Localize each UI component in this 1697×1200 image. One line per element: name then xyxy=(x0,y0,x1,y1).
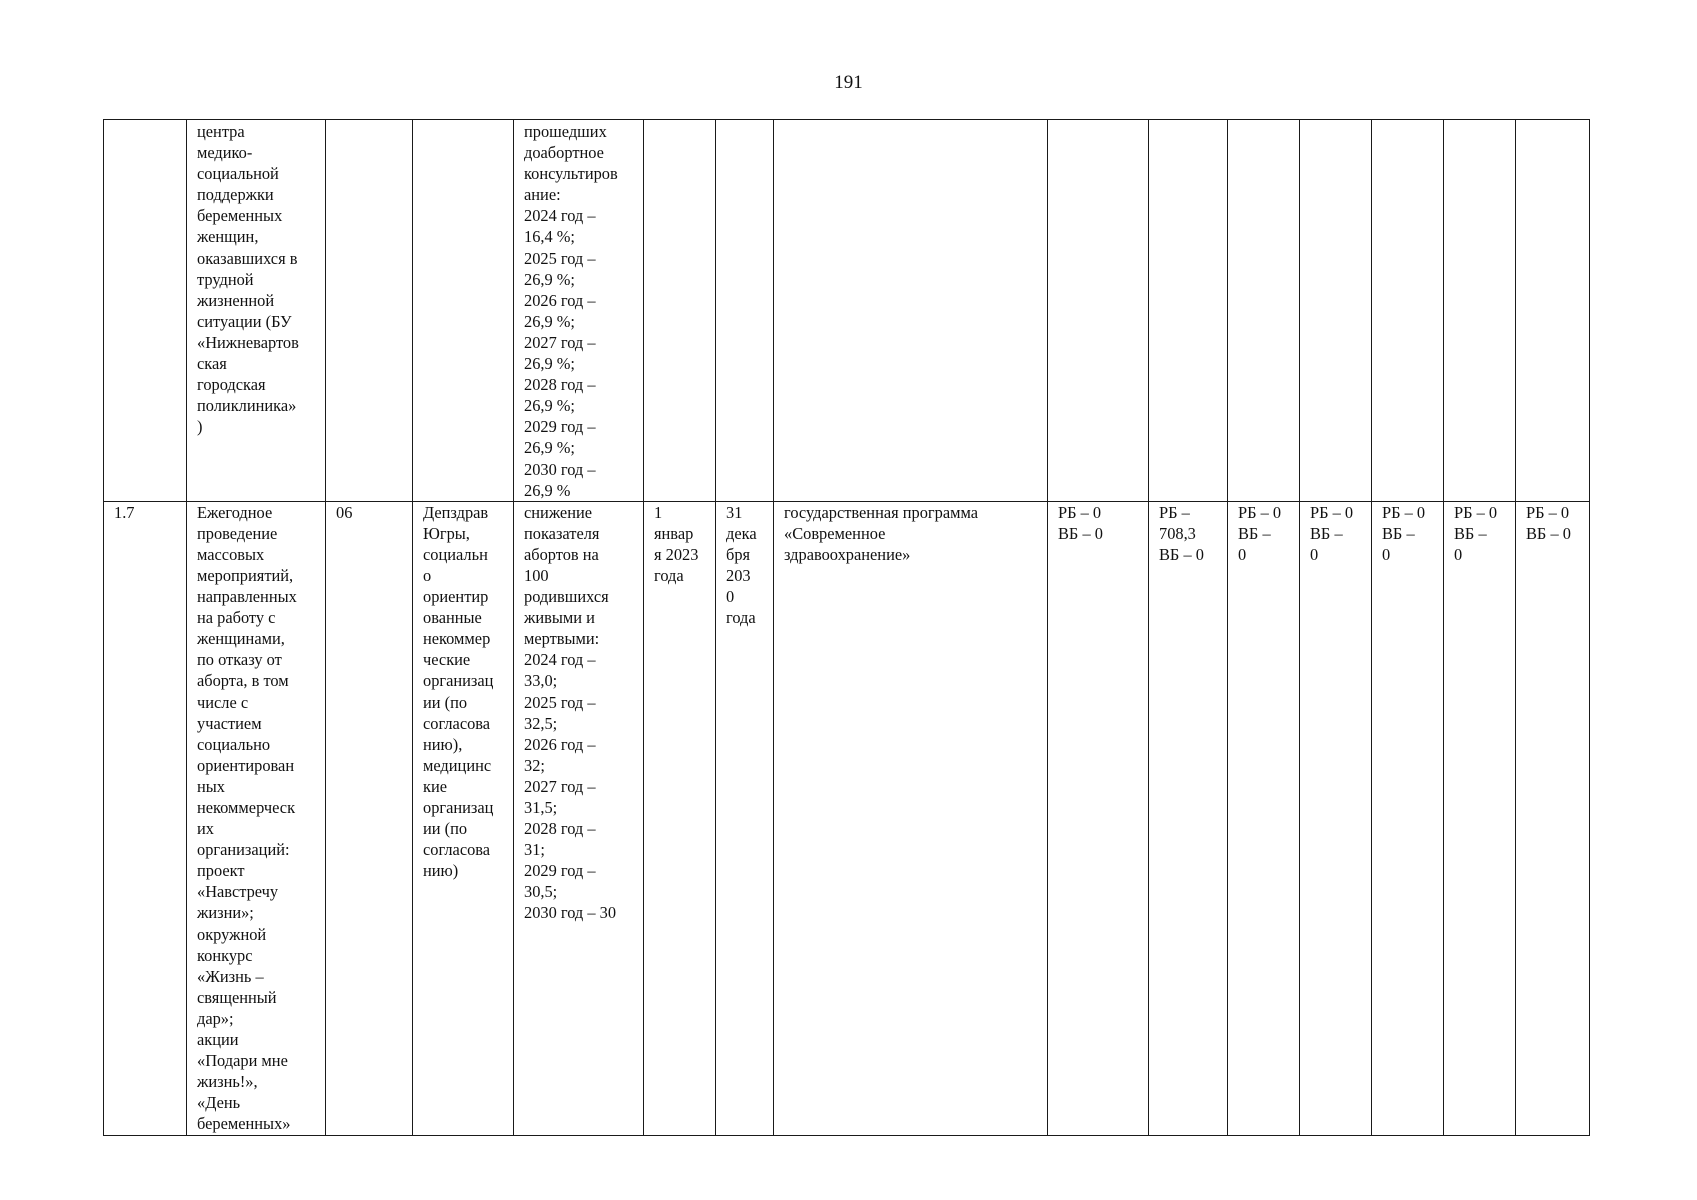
cell-activity: Ежегодное проведение массовых мероприятий, направленных на работу с женщинами, по отказу от аборта, в том числе с участием социально ориентирован ных некоммерческ их организаций: проект «Навстречу жизни»; окружной конкурс «Жизнь – священный дар»; акции «Подари мне жизнь!», «День беременных» xyxy=(187,501,326,1135)
cell-code: 06 xyxy=(326,501,413,1135)
cell-funding-6: РБ – 0 ВБ – 0 xyxy=(1444,501,1516,1135)
cell-end-date xyxy=(716,120,774,502)
cell-funding-1 xyxy=(1048,120,1149,502)
cell-indicator: прошедших доабортное консультиров ание: 2024 год – 16,4 %; 2025 год – 26,9 %; 2026 год – 26,9 %; 2027 год – 26,9 %; 2028 год – 26,9 %; 2029 год – 26,9 %; 2030 год – 26,9 % xyxy=(514,120,644,502)
cell-funding-6 xyxy=(1444,120,1516,502)
cell-funding-5 xyxy=(1372,120,1444,502)
page-number: 191 xyxy=(834,72,863,93)
cell-program xyxy=(774,120,1048,502)
cell-responsible xyxy=(413,120,514,502)
cell-funding-3: РБ – 0 ВБ – 0 xyxy=(1228,501,1300,1135)
cell-end-date: 31 дека бря 203 0 года xyxy=(716,501,774,1135)
cell-funding-4: РБ – 0 ВБ – 0 xyxy=(1300,501,1372,1135)
cell-start-date: 1 январ я 2023 года xyxy=(644,501,716,1135)
table-row xyxy=(104,120,1590,502)
cell-activity: центра медико- социальной поддержки беременных женщин, оказавшихся в трудной жизненной ситуации (БУ «Нижневартов ская городская поликлиника» ) xyxy=(187,120,326,502)
document-table xyxy=(103,119,1590,1136)
table-row xyxy=(104,501,1590,1135)
cell-program: государственная программа «Современное здравоохранение» xyxy=(774,501,1048,1135)
cell-funding-7: РБ – 0 ВБ – 0 xyxy=(1516,501,1590,1135)
cell-funding-5: РБ – 0 ВБ – 0 xyxy=(1372,501,1444,1135)
cell-funding-4 xyxy=(1300,120,1372,502)
cell-funding-2: РБ – 708,3 ВБ – 0 xyxy=(1149,501,1228,1135)
cell-number: 1.7 xyxy=(104,501,187,1135)
cell-funding-3 xyxy=(1228,120,1300,502)
cell-number xyxy=(104,120,187,502)
cell-responsible: Депздрав Югры, социальн о ориентир ованные некоммер ческие организац ии (по согласова нию), медицинс кие организац ии (по согласова нию) xyxy=(413,501,514,1135)
cell-code xyxy=(326,120,413,502)
cell-start-date xyxy=(644,120,716,502)
cell-funding-2 xyxy=(1149,120,1228,502)
cell-indicator: снижение показателя абортов на 100 родившихся живыми и мертвыми: 2024 год – 33,0; 2025 год – 32,5; 2026 год – 32; 2027 год – 31,5; 2028 год – 31; 2029 год – 30,5; 2030 год – 30 xyxy=(514,501,644,1135)
cell-funding-7 xyxy=(1516,120,1590,502)
cell-funding-1: РБ – 0 ВБ – 0 xyxy=(1048,501,1149,1135)
